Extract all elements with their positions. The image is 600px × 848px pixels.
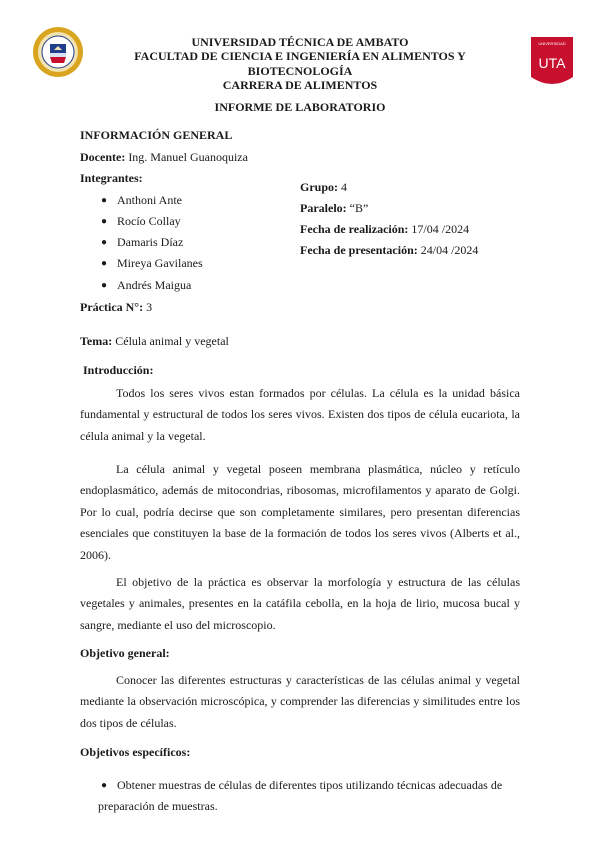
- institution-header: [100, 35, 500, 92]
- paralelo-value: “B”: [349, 201, 369, 215]
- realizacion-line: [300, 222, 469, 236]
- objetivo-general-heading: Objetivo general:: [80, 646, 170, 660]
- paralelo-label: Paralelo:: [300, 201, 347, 215]
- tema-label: Tema:: [80, 334, 113, 348]
- header-career: CARRERA DE ALIMENTOS: [222, 77, 378, 92]
- header-faculty: FACULTAD DE CIENCIA E INGENIERÍA EN ALIMENTOS Y: [134, 49, 466, 64]
- presentacion-value: 24/04 /2024: [420, 243, 479, 257]
- presentacion-line: [300, 243, 478, 257]
- uta-logo: [531, 37, 573, 89]
- tema-value: Célula animal y vegetal: [115, 334, 229, 348]
- objetivo-especifico-item-cont: preparación de muestras.: [98, 799, 218, 813]
- docente-value: Ing. Manuel Guanoquiza: [128, 150, 248, 164]
- uta-logo-text: UTA: [538, 55, 566, 71]
- list-item: Mireya Gavilanes: [117, 256, 203, 270]
- tema-line: [80, 334, 229, 348]
- bullet-icon: ●: [101, 780, 108, 791]
- grupo-line: [300, 180, 347, 194]
- practica-line: [80, 300, 152, 314]
- realizacion-label: Fecha de realización:: [300, 222, 409, 236]
- general-info-heading: INFORMACIÓN GENERAL: [80, 128, 233, 142]
- presentacion-label: Fecha de presentación:: [300, 243, 418, 257]
- report-title: INFORME DE LABORATORIO: [214, 100, 386, 114]
- intro-paragraph-1: Todos los seres vivos estan formados por células. La célula es la unidad básica fundamental y estructural de todos los seres vivos. Existen dos tipos de célula eucariota, la célula animal y la vegetal.: [80, 386, 520, 443]
- practica-label: Práctica N°:: [80, 300, 144, 314]
- header-university: UNIVERSIDAD TÉCNICA DE AMBATO: [191, 35, 409, 49]
- objetivo-especifico-item: Obtener muestras de células de diferentes tipos utilizando técnicas adecuadas de: [117, 778, 503, 792]
- list-item: Andrés Maigua: [117, 278, 192, 292]
- intro-paragraph-3: El objetivo de la práctica es observar la morfología y estructura de las células vegetales y animales, presentes en la catáfila cebolla, en la hoja de lirio, mucosa bucal y sangre, mediante el uso del microscopio.: [80, 575, 520, 632]
- docente-label: Docente:: [80, 150, 126, 164]
- list-item: Damaris Díaz: [117, 235, 184, 249]
- list-item: Anthoni Ante: [117, 193, 182, 207]
- practica-value: 3: [146, 300, 153, 314]
- university-seal-logo: [32, 26, 84, 78]
- list-item: Rocío Collay: [117, 214, 181, 228]
- realizacion-value: 17/04 /2024: [411, 222, 470, 236]
- docente-line: [80, 150, 248, 164]
- introduccion-heading: Introducción:: [83, 363, 154, 377]
- objetivo-general-text: Conocer las diferentes estructuras y características de las células animal y vegetal mediante la observación microscópica, y comprender las diferencias y similitudes entre los dos tipos de células.: [80, 673, 520, 730]
- grupo-label: Grupo:: [300, 180, 339, 194]
- paralelo-line: [300, 201, 368, 215]
- svg-text:UNIVERSIDAD: UNIVERSIDAD: [538, 41, 566, 46]
- grupo-value: 4: [341, 180, 348, 194]
- integrantes-label: Integrantes:: [80, 171, 143, 185]
- objetivos-especificos-heading: Objetivos específicos:: [80, 745, 191, 759]
- intro-paragraph-2: La célula animal y vegetal poseen membrana plasmática, núcleo y retículo endoplasmático, además de mitocondrias, ribosomas, microfilamentos y aparato de Golgi. Por lo cual, podría decirse que son completamente similares, pero presentan diferencias esenciales que constituyen la base de la formación de todos los seres vivos (Alberts et al., 2006).: [80, 462, 520, 562]
- header-faculty-cont: BIOTECNOLOGÍA: [247, 63, 353, 78]
